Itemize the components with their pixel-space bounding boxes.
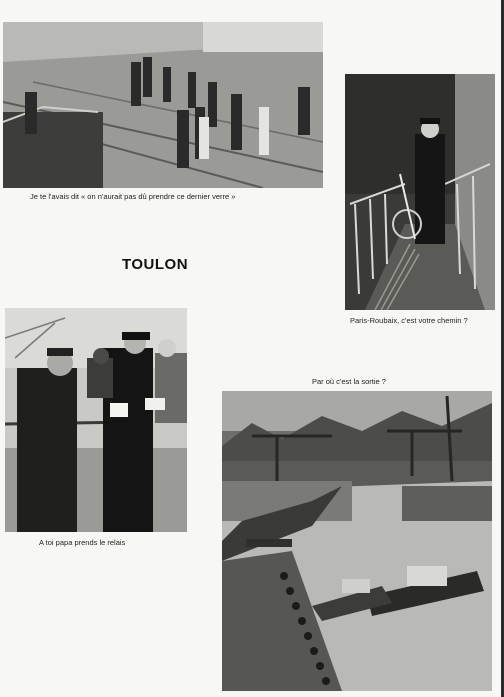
caption-dock-crowd: Je te l'avais dit « on n'aurait pas dû prendre ce dernier verre » [30,192,236,201]
photo-sailor-child [5,308,187,532]
photo-harbor-view [222,391,492,691]
sailor-child-image [5,308,187,532]
page-title: TOULON [122,256,189,273]
dock-crowd-image [3,22,323,188]
gangway-bicycle-image [345,74,495,310]
harbor-view-image [222,391,492,691]
caption-sailor-child: A toi papa prends le relais [39,538,126,547]
photo-dock-crowd [3,22,323,188]
caption-harbor-view: Par où c'est la sortie ? [312,377,386,386]
photo-gangway-bicycle [345,74,495,310]
caption-gangway-bicycle: Paris-Roubaix, c'est votre chemin ? [350,316,468,325]
